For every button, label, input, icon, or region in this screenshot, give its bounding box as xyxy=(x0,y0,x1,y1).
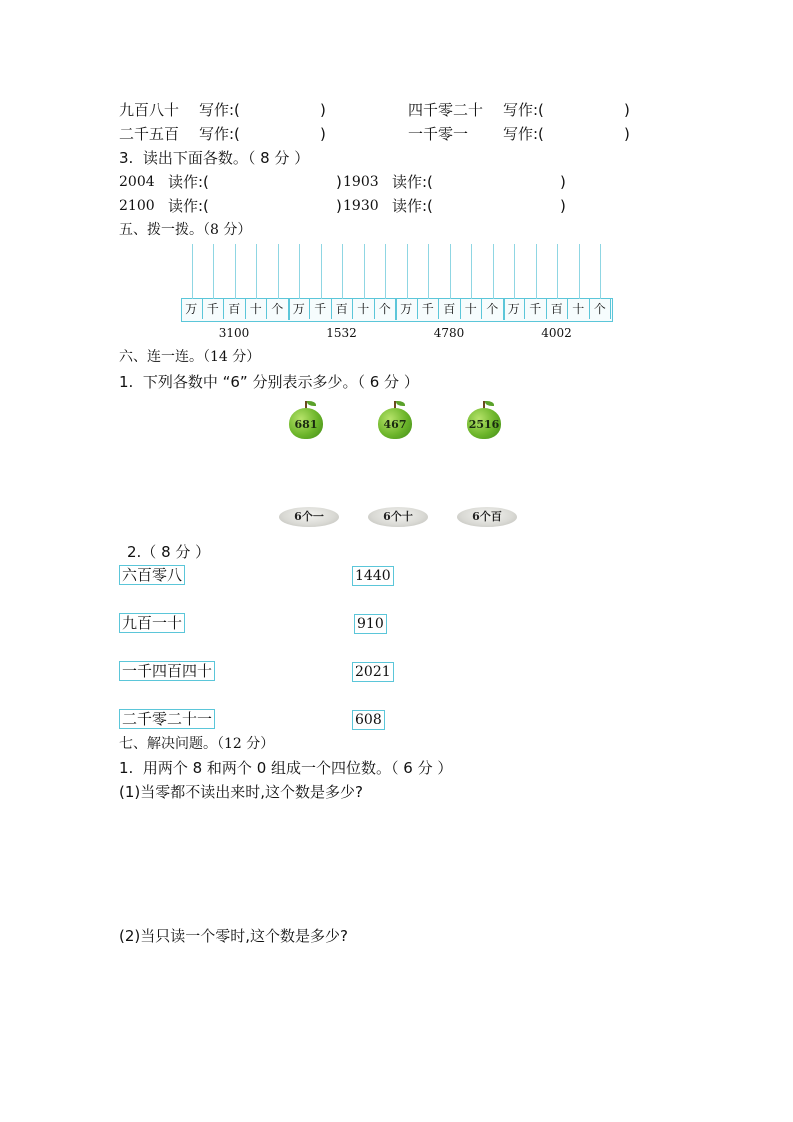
abacus-rod[interactable] xyxy=(557,244,558,299)
section7-sub-question-1: (1)当零都不读出来时,这个数是多少? xyxy=(119,783,363,801)
abacus-number-label: 4002 xyxy=(541,326,572,340)
apple-681[interactable] xyxy=(289,404,325,440)
place-value-cell: 个 xyxy=(267,299,289,319)
place-value-cell: 百 xyxy=(332,299,354,319)
section7-sub-question-2: (2)当只读一个零时,这个数是多少? xyxy=(119,927,348,945)
write-row-2-left-close: ) xyxy=(320,125,326,143)
section7-q1-title: 1. 用两个 8 和两个 0 组成一个四位数。（ 6 分 ） xyxy=(119,759,453,777)
abacus-group-divider xyxy=(288,298,290,320)
abacus-number-label: 3100 xyxy=(218,326,250,340)
write-row-2-right-number: 一千零一 xyxy=(408,125,469,143)
place-value-cell: 十 xyxy=(246,299,268,319)
abacus-rod[interactable] xyxy=(299,244,300,299)
abacus-rod[interactable] xyxy=(514,244,515,299)
abacus-rod[interactable] xyxy=(321,244,322,299)
q3-row-2-number-b: 1930 xyxy=(343,198,379,214)
abacus-rod[interactable] xyxy=(192,244,193,299)
match-right-item-4[interactable]: 608 xyxy=(352,710,385,730)
write-row-1-right-number: 四千零二十 xyxy=(408,101,484,119)
match-left-item-1[interactable]: 六百零八 xyxy=(119,565,185,585)
match-right-item-1[interactable]: 1440 xyxy=(352,566,394,586)
q3-row-2-number-a: 2100 xyxy=(119,198,155,214)
apple-number: 467 xyxy=(383,418,407,431)
place-value-cell: 百 xyxy=(439,299,461,319)
leaf-icon xyxy=(485,401,494,406)
abacus-rod[interactable] xyxy=(450,244,451,299)
place-value-cell: 千 xyxy=(203,299,225,319)
q3-row-1-label-a: 读作:( xyxy=(168,173,209,191)
section7-title: 七、解决问题。（12 分） xyxy=(119,736,275,752)
abacus-rod[interactable] xyxy=(235,244,236,299)
section6-title: 六、连一连。（14 分） xyxy=(119,349,261,365)
abacus-number-label: 4780 xyxy=(433,326,465,340)
write-row-1-left-number: 九百八十 xyxy=(119,101,180,119)
place-value-cell: 个 xyxy=(482,299,504,319)
abacus-rod[interactable] xyxy=(278,244,279,299)
abacus-rod[interactable] xyxy=(385,244,386,299)
q3-title: 3. 读出下面各数。（ 8 分 ） xyxy=(119,149,310,167)
apple-number: 681 xyxy=(294,418,318,431)
place-value-cell: 万 xyxy=(289,299,311,319)
abacus-rod[interactable] xyxy=(364,244,365,299)
abacus-rod[interactable] xyxy=(579,244,580,299)
abacus-rod[interactable] xyxy=(471,244,472,299)
abacus-rod[interactable] xyxy=(536,244,537,299)
q3-row-2-label-a: 读作:( xyxy=(168,197,209,215)
q3-row-1-number-a: 2004 xyxy=(119,174,155,190)
match-left-item-2[interactable]: 九百一十 xyxy=(119,613,185,633)
write-row-2-left-label: 写作:( xyxy=(199,125,240,143)
abacus-group-divider xyxy=(395,298,397,320)
match-right-item-3[interactable]: 2021 xyxy=(352,662,394,682)
write-row-1-right-close: ) xyxy=(624,101,630,119)
abacus-rod[interactable] xyxy=(256,244,257,299)
place-value-cell: 个 xyxy=(375,299,397,319)
section6-q1-title: 1. 下列各数中 “6” 分别表示多少。（ 6 分 ） xyxy=(119,373,419,391)
write-row-1-left-label: 写作:( xyxy=(199,101,240,119)
q3-row-2-close-b: ) xyxy=(560,197,566,215)
leaf-icon xyxy=(307,401,316,406)
place-value-cell: 十 xyxy=(461,299,483,319)
stone-6-tens[interactable]: 6个十 xyxy=(368,507,428,527)
abacus-rod[interactable] xyxy=(213,244,214,299)
q3-row-1-number-b: 1903 xyxy=(343,174,379,190)
place-value-cell: 百 xyxy=(224,299,246,319)
write-row-2-right-label: 写作:( xyxy=(503,125,544,143)
place-value-cell: 千 xyxy=(310,299,332,319)
section5-title: 五、拨一拨。（8 分） xyxy=(119,222,252,238)
match-right-item-2[interactable]: 910 xyxy=(354,614,387,634)
q3-row-1-label-b: 读作:( xyxy=(392,173,433,191)
place-value-cell: 万 xyxy=(181,299,203,319)
apple-467[interactable] xyxy=(378,404,414,440)
q3-row-2-label-b: 读作:( xyxy=(392,197,433,215)
match-left-item-3[interactable]: 一千四百四十 xyxy=(119,661,215,681)
place-value-cell: 万 xyxy=(396,299,418,319)
q3-row-1-close-b: ) xyxy=(560,173,566,191)
stone-6-hundreds[interactable]: 6个百 xyxy=(457,507,517,527)
q3-row-2-close-a: ) xyxy=(336,197,342,215)
write-row-1-right-label: 写作:( xyxy=(503,101,544,119)
abacus-rod[interactable] xyxy=(342,244,343,299)
place-value-cell: 百 xyxy=(547,299,569,319)
section6-q2-title: 2.（ 8 分 ） xyxy=(127,543,211,561)
place-value-cell: 万 xyxy=(504,299,526,319)
match-left-item-4[interactable]: 二千零二十一 xyxy=(119,709,215,729)
place-value-cell: 十 xyxy=(353,299,375,319)
abacus-set xyxy=(181,244,613,340)
abacus-rod[interactable] xyxy=(493,244,494,299)
q3-row-1-close-a: ) xyxy=(336,173,342,191)
write-row-1-left-close: ) xyxy=(320,101,326,119)
abacus-rod[interactable] xyxy=(600,244,601,299)
apple-number: 2516 xyxy=(468,418,500,431)
stone-6-ones[interactable]: 6个一 xyxy=(279,507,339,527)
write-row-2-left-number: 二千五百 xyxy=(119,125,180,143)
abacus-rod[interactable] xyxy=(407,244,408,299)
leaf-icon xyxy=(396,401,405,406)
abacus-group-divider xyxy=(503,298,505,320)
write-row-2-right-close: ) xyxy=(624,125,630,143)
place-value-cell: 个 xyxy=(590,299,612,319)
place-value-cell: 千 xyxy=(418,299,440,319)
place-value-cell: 千 xyxy=(525,299,547,319)
apple-2516[interactable] xyxy=(467,404,503,440)
abacus-rod[interactable] xyxy=(428,244,429,299)
abacus-number-label: 1532 xyxy=(326,326,357,340)
place-value-cell: 十 xyxy=(568,299,590,319)
